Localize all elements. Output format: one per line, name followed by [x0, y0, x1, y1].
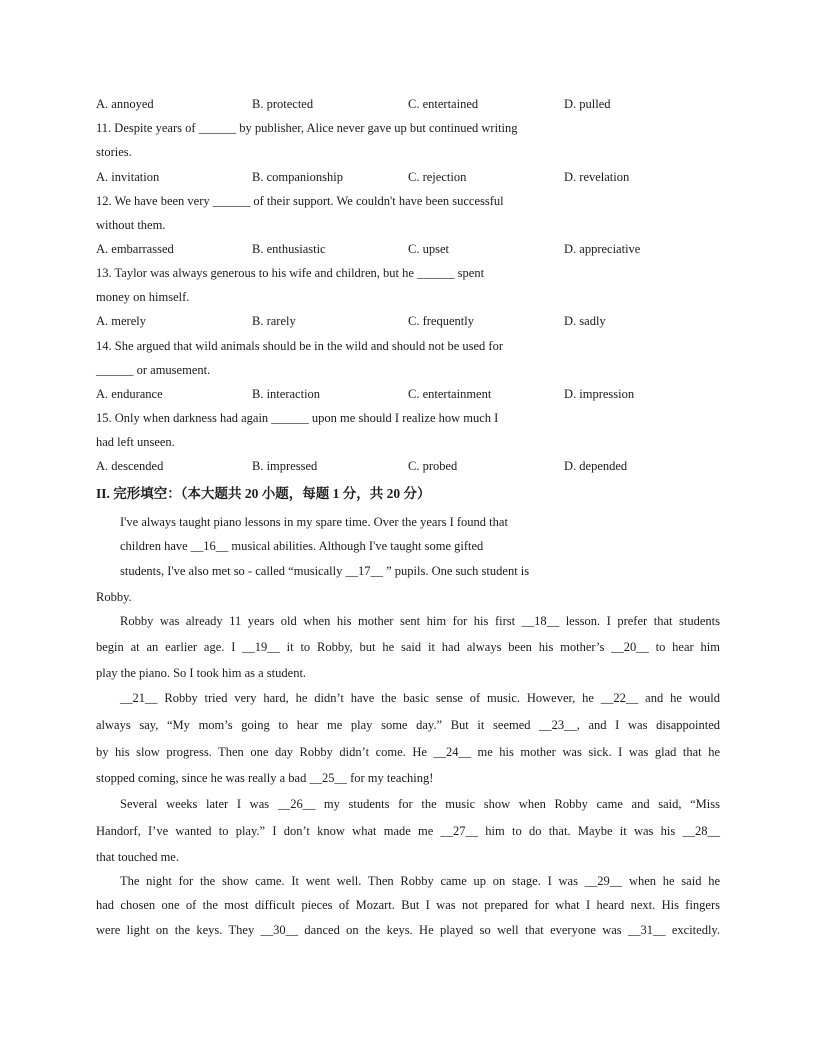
passage-p1-line1: I've always taught piano lessons in my spare time. Over the years I found that	[120, 515, 508, 529]
q13-stem-line2: money on himself.	[96, 290, 190, 304]
q15-stem-line2: had left unseen.	[96, 435, 175, 449]
q13-options	[96, 313, 656, 329]
q15-stem-line1: 15. Only when darkness had again ______ upon me should I realize how much I	[96, 411, 499, 425]
q15-option-c: C. probed	[408, 459, 458, 473]
passage-p1-line4: Robby.	[96, 590, 132, 604]
passage-p5-line2: had chosen one of the most difficult pieces of Mozart. But I was not prepared for what I heard next. His fingers	[96, 898, 720, 912]
passage-p4-line2: Handorf, I’ve wanted to play.” I don’t know what made me __27__ him to do that. Maybe it was his __28__	[96, 824, 720, 838]
passage-p4-line1: Several weeks later I was __26__ my students for the music show when Robby came and said, “Miss	[120, 797, 720, 811]
q14-option-b: B. interaction	[252, 387, 321, 401]
passage-p2-line3: play the piano. So I took him as a student.	[96, 666, 307, 680]
passage-p1-line3: students, I've also met so - called “musically __17__ ” pupils. One such student is	[120, 564, 530, 578]
passage-p3-line1: __21__ Robby tried very hard, he didn’t have the basic sense of music. However, he __22__ and he would	[120, 691, 720, 705]
passage-p4-line3: that touched me.	[96, 850, 179, 864]
q12-option-a: A. embarrassed	[96, 242, 174, 256]
passage-p1-line2: children have __16__ musical abilities. Although I've taught some gifted	[120, 539, 484, 553]
q12-options	[96, 241, 656, 257]
q14-options	[96, 386, 656, 402]
q10-options	[96, 96, 656, 112]
q11-stem-line1: 11. Despite years of ______ by publisher, Alice never gave up but continued writing	[96, 121, 518, 135]
q12-option-c: C. upset	[408, 242, 449, 256]
q14-stem-line2: ______ or amusement.	[96, 363, 211, 377]
q12-stem-line2: without them.	[96, 218, 166, 232]
q10-option-c: C. entertained	[408, 97, 479, 111]
q14-option-a: A. endurance	[96, 387, 163, 401]
passage-p5-line3: were light on the keys. They __30__ danced on the keys. He played so well that everyone was __31__ excitedly.	[96, 923, 720, 937]
q11-options	[96, 169, 656, 185]
q13-option-a: A. merely	[96, 314, 146, 328]
q11-option-b: B. companionship	[252, 170, 343, 184]
passage-p3-line2: always say, “My mom’s going to hear me play some day.” But it seemed __23__, and I was disappointed	[96, 718, 720, 732]
q10-option-a: A. annoyed	[96, 97, 154, 111]
section-heading-cloze: II. 完形填空：（本大题共 20 小题，每题 1 分，共 20 分）	[96, 486, 431, 501]
q11-option-a: A. invitation	[96, 170, 160, 184]
q12-option-b: B. enthusiastic	[252, 242, 326, 256]
q10-option-d: D. pulled	[564, 97, 611, 111]
passage-p2-line1: Robby was already 11 years old when his mother sent him for his first __18__ lesson. I prefer that students	[120, 614, 720, 628]
passage-p5-line1: The night for the show came. It went well. Then Robby came up on stage. I was __29__ when he said he	[120, 874, 720, 888]
q15-options	[96, 458, 656, 474]
q15-option-b: B. impressed	[252, 459, 318, 473]
passage-p3-line3: by his slow progress. Then one day Robby didn’t come. He __24__ me his mother was sick. I was glad that he	[96, 745, 720, 759]
q14-option-d: D. impression	[564, 387, 635, 401]
passage-p3-line4: stopped coming, since he was really a bad __25__ for my teaching!	[96, 771, 434, 785]
q11-stem-line2: stories.	[96, 145, 132, 159]
q15-option-d: D. depended	[564, 459, 628, 473]
q14-option-c: C. entertainment	[408, 387, 492, 401]
q13-option-d: D. sadly	[564, 314, 606, 328]
q15-option-a: A. descended	[96, 459, 164, 473]
q12-option-d: D. appreciative	[564, 242, 641, 256]
q13-stem-line1: 13. Taylor was always generous to his wife and children, but he ______ spent	[96, 266, 485, 280]
q11-option-d: D. revelation	[564, 170, 630, 184]
q14-stem-line1: 14. She argued that wild animals should be in the wild and should not be used for	[96, 339, 504, 353]
q13-option-c: C. frequently	[408, 314, 474, 328]
q11-option-c: C. rejection	[408, 170, 467, 184]
q10-option-b: B. protected	[252, 97, 314, 111]
q13-option-b: B. rarely	[252, 314, 296, 328]
q12-stem-line1: 12. We have been very ______ of their support. We couldn't have been successful	[96, 194, 504, 208]
passage-p2-line2: begin at an earlier age. I __19__ it to Robby, but he said it had always been his mother’s __20__ to hear him	[96, 640, 720, 654]
